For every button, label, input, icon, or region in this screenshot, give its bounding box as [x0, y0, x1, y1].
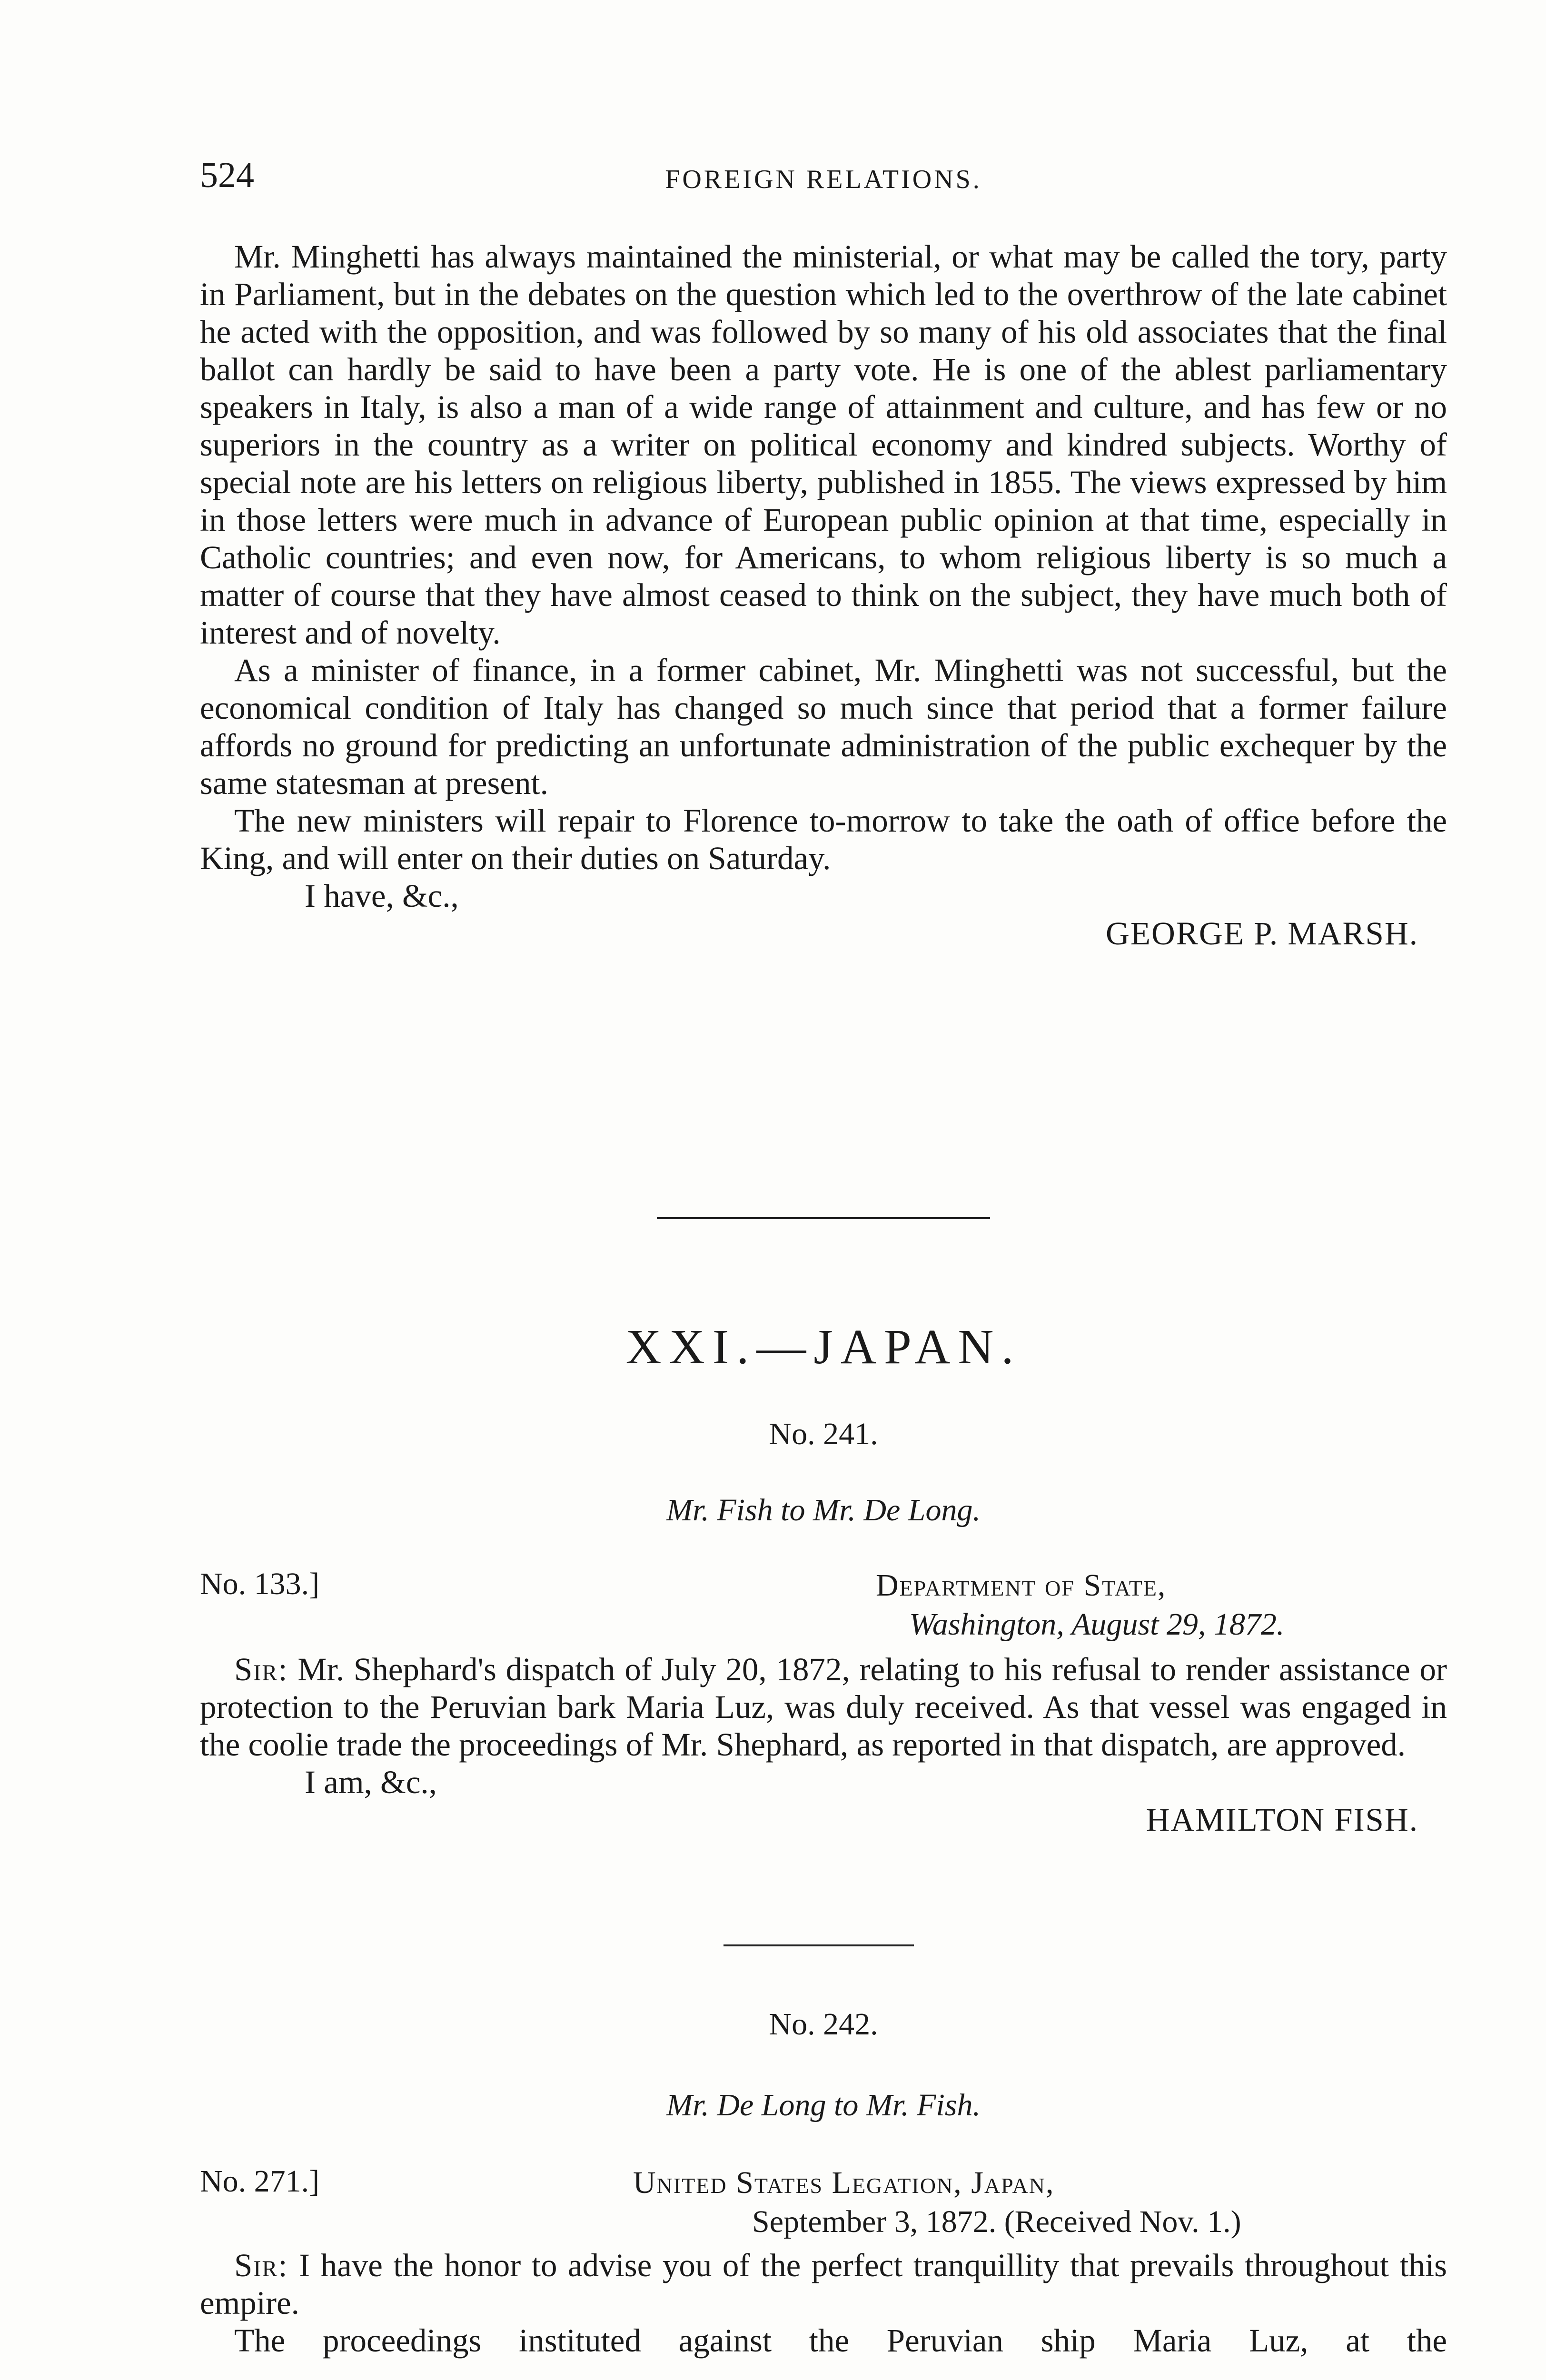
marsh-paragraph-2: As a minister of finance, in a former cabinet, Mr. Minghetti was not successful, but the economical condition of Italy has changed so much since that period that a former failure affords no ground for predicting an unfortunate administration of the public exchequer by the same statesman at present. — [200, 652, 1447, 801]
doc-242-heading: Mr. De Long to Mr. Fish. — [666, 2088, 981, 2122]
marsh-closing: I have, &c., — [305, 878, 459, 914]
doc-241-closing: I am, &c., — [305, 1764, 437, 1800]
doc-241-salutation: Sir: — [234, 1651, 288, 1687]
doc-242-text-2: The proceedings instituted against the Peruvian ship Maria Luz, at the — [234, 2322, 1447, 2359]
doc-242-origin: United States Legation, Japan, — [633, 2165, 1055, 2200]
doc-241-number: No. 241. — [769, 1417, 878, 1451]
running-title: FOREIGN RELATIONS. — [665, 165, 982, 194]
doc-242-address — [633, 2163, 1241, 2241]
doc-242-ref: No. 271.] — [200, 2164, 320, 2199]
doc-242-body — [200, 2247, 1447, 2360]
doc-241-text: Mr. Shephard's dispatch of July 20, 1872, relating to his refusal to render assistance or protection to the Peruvian bark Maria Luz, was duly received. As that vessel was engaged in the coolie trade the proceedings of Mr. Shephard, as reported in that dispatch, are approved. — [200, 1651, 1447, 1763]
doc-241-ref: No. 133.] — [200, 1567, 320, 1601]
doc-242-number: No. 242. — [769, 2007, 878, 2042]
doc-divider — [723, 1944, 914, 1946]
marsh-paragraph-1: Mr. Minghetti has always maintained the ministerial, or what may be called the tory, party in Parliament, but in the debates on the question which led to the overthrow of the late cabinet he acted with the opposition, and was followed by so many of his old associates that the final ballot can hardly be said to have been a party vote. He is one of the ablest parliamentary speakers in Italy, is also a man of a wide range of attainment and culture, and has few or no superiors in the country as a writer on political economy and kindred subjects. Worthy of special note are his letters on religious liberty, published in 1855. The views expressed by him in those letters were much in advance of European public opinion at that time, especially in Catholic countries; and even now, for Americans, to whom religious liberty is so much a matter of course that they have almost ceased to think on the subject, they have much both of interest and of novelty. — [200, 238, 1447, 651]
doc-242-text: I have the honor to advise you of the perfect tranquillity that prevails throughout this empire. — [200, 2247, 1447, 2321]
section-divider — [657, 1217, 990, 1219]
doc-241-place-date: Washington, August 29, 1872. — [909, 1607, 1285, 1642]
running-head — [200, 155, 1447, 198]
marsh-paragraph-3: The new ministers will repair to Florence to-morrow to take the oath of office before the King, and will enter on their duties on Saturday. — [200, 803, 1447, 876]
page-number: 524 — [200, 155, 254, 195]
doc-241-signature: HAMILTON FISH. — [1146, 1802, 1418, 1838]
section-title: XXI.—JAPAN. — [625, 1319, 1021, 1374]
marsh-letter — [200, 238, 1447, 952]
doc-241-address — [876, 1566, 1284, 1644]
doc-241-body — [200, 1651, 1447, 1839]
marsh-signature: GEORGE P. MARSH. — [1106, 915, 1418, 952]
doc-242-salutation: Sir: — [234, 2247, 288, 2283]
doc-241-heading: Mr. Fish to Mr. De Long. — [666, 1493, 981, 1527]
doc-242-place-date: September 3, 1872. (Received Nov. 1.) — [752, 2204, 1241, 2239]
doc-241-origin: Department of State, — [876, 1568, 1167, 1603]
